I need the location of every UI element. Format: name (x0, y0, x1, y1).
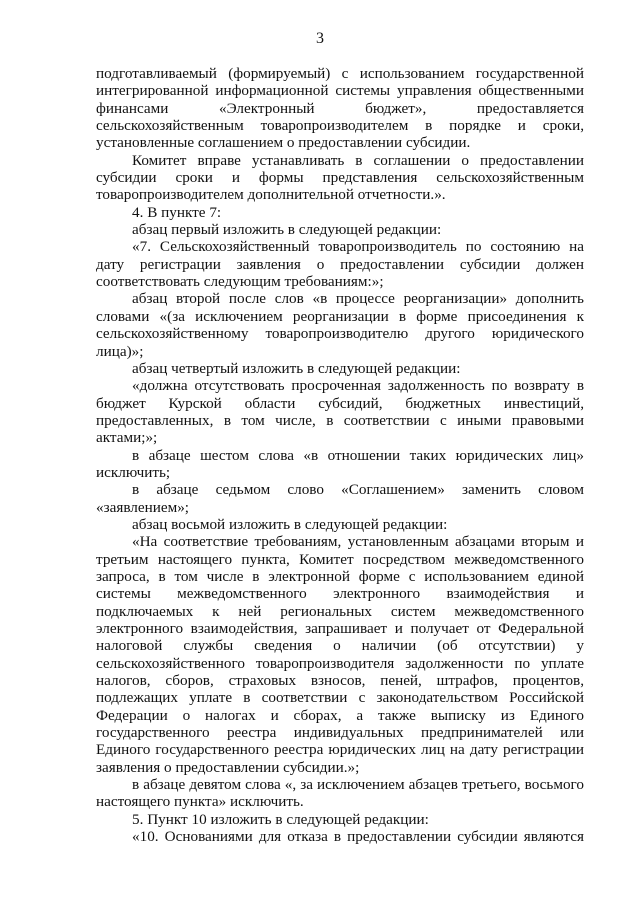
text-line: Федерации о налогах и сборах, а также выписку из Единого (96, 706, 584, 724)
text-line: «На соответствие требованиям, установленным абзацами вторым и (132, 533, 584, 551)
text-line: бюджет Курской области субсидий, бюджетных инвестиций, (96, 394, 584, 412)
text-line: Комитет вправе устанавливать в соглашении о предоставлении (132, 151, 584, 169)
text-line: сельскохозяйственным товаропроизводителем в порядке и сроки, (96, 117, 584, 135)
text-line: настоящего пункта» исключить. (96, 793, 304, 811)
text-line: сельскохозяйственному товаропроизводителю другого юридического (96, 325, 584, 343)
text-line: лица)»; (96, 342, 144, 360)
text-line: запроса, в том числе в электронной форме с использованием единой (96, 567, 584, 585)
text-line: подключаемых к ней региональных систем межведомственного (96, 602, 584, 620)
text-line: абзац второй после слов «в процессе реорганизации» дополнить (132, 290, 584, 308)
text-line: 4. В пункте 7: (132, 203, 222, 221)
text-line: абзац первый изложить в следующей редакции: (132, 221, 442, 239)
text-line: товаропроизводителем дополнительной отчетности.». (96, 186, 446, 204)
text-line: установленные соглашением о предоставлении субсидии. (96, 134, 471, 152)
text-line: подготавливаемый (формируемый) с использованием государственной (96, 65, 584, 82)
text-line: «должна отсутствовать просроченная задолженность по возврату в (132, 377, 584, 395)
text-line: налогов, сборов, страховых взносов, пеней, штрафов, процентов, (96, 672, 584, 690)
text-line: заявления о предоставлении субсидии.»; (96, 758, 360, 776)
text-line: исключить; (96, 463, 171, 481)
text-line: в абзаце шестом слова «в отношении таких юридических лиц» (132, 446, 584, 464)
text-line: интегрированной информационной системы управления общественными (96, 82, 584, 100)
text-line: сельскохозяйственного товаропроизводителя задолженности по уплате (96, 654, 584, 672)
document-body (96, 65, 584, 845)
text-line: дату регистрации заявления о предоставлении субсидии должен (96, 255, 584, 273)
text-line: государственного реестра индивидуальных предпринимателей или (96, 724, 584, 742)
text-line: предоставленных, в том числе, в соответствии с иными правовыми (96, 411, 584, 429)
text-line: актами;»; (96, 429, 158, 447)
text-line: подлежащих уплате в соответствии с законодательством Российской (96, 689, 584, 707)
text-line: субсидии сроки и формы представления сельскохозяйственным (96, 169, 584, 187)
text-line: системы межведомственного электронного взаимодействия и (96, 585, 584, 603)
text-line: соответствовать следующим требованиям:»; (96, 273, 384, 291)
text-line: абзац четвертый изложить в следующей редакции: (132, 359, 461, 377)
text-line: Единого государственного реестра юридических лиц на дату регистрации (96, 741, 584, 759)
page-number: 3 (316, 30, 324, 47)
text-line: «7. Сельскохозяйственный товаропроизводитель по состоянию на (132, 238, 584, 256)
text-line: словами «(за исключением реорганизации в форме присоединения к (96, 307, 584, 325)
text-line: финансами «Электронный бюджет», предоставляется (96, 99, 584, 117)
text-line: электронного взаимодействия, запрашивает и получает от Федеральной (96, 620, 584, 637)
text-line: «заявлением»; (96, 498, 190, 516)
text-line: третьим настоящего пункта, Комитет посредством межведомственного (96, 550, 584, 568)
text-line: «10. Основаниями для отказа в предоставлении субсидии являются (132, 828, 584, 846)
text-line: в абзаце девятом слова «, за исключением абзацев третьего, восьмого (132, 776, 584, 794)
text-line: абзац восьмой изложить в следующей редакции: (132, 515, 448, 533)
text-line: налоговой службы сведения о наличии (об отсутствии) у (96, 637, 584, 655)
text-line: 5. Пункт 10 изложить в следующей редакции: (132, 810, 429, 828)
text-line: в абзаце седьмом слово «Соглашением» заменить словом (132, 481, 584, 499)
